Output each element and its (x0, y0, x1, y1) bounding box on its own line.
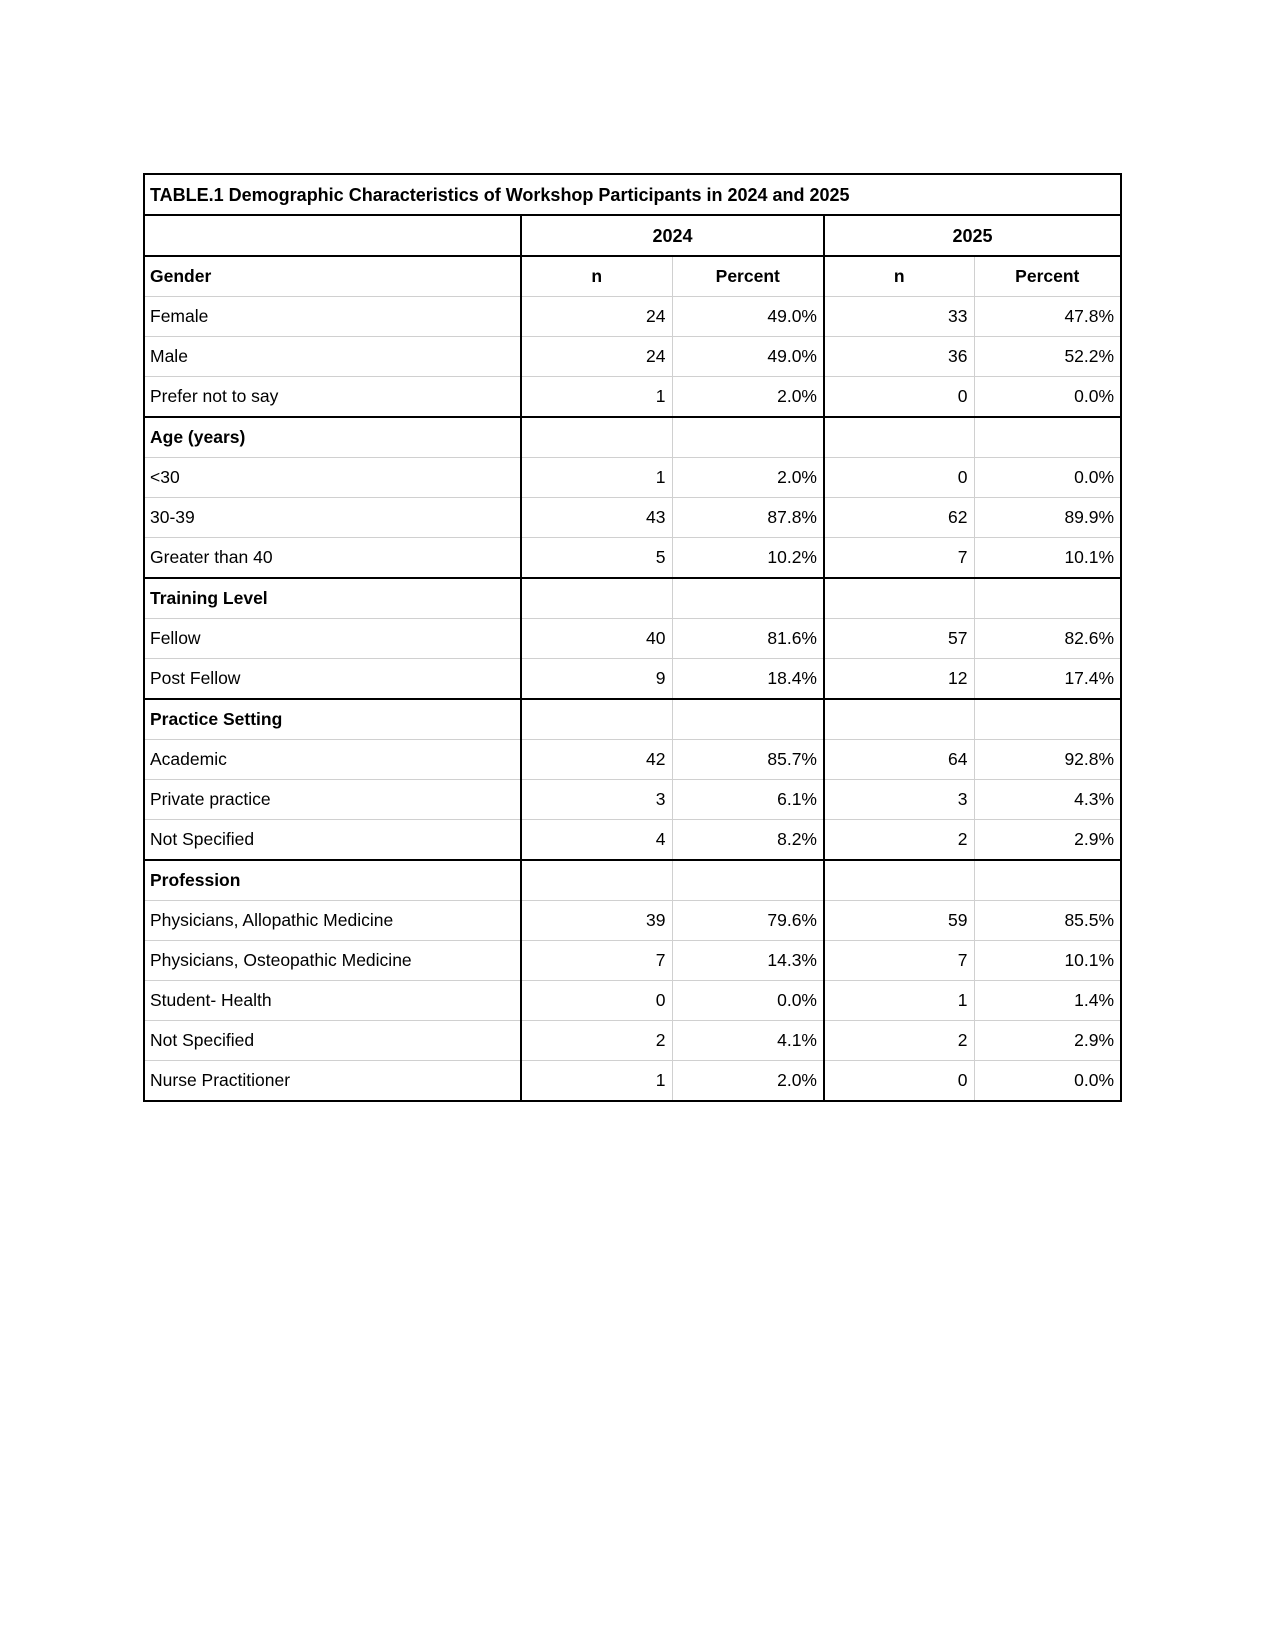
n-2024-value: 9 (521, 659, 672, 700)
row-label: Student- Health (144, 981, 521, 1021)
n-2024-value: 4 (521, 820, 672, 861)
percent-2024-value: 87.8% (672, 498, 824, 538)
row-label: Not Specified (144, 820, 521, 861)
table-row-under-30 (144, 458, 1121, 498)
empty-cell (672, 860, 824, 901)
row-label: Not Specified (144, 1021, 521, 1061)
table-row-physicians-allopathic (144, 901, 1121, 941)
percent-2024-value: 81.6% (672, 619, 824, 659)
percent-2024-value: 10.2% (672, 538, 824, 579)
table-row-greater-than-40 (144, 538, 1121, 579)
percent-2024-value: 2.0% (672, 458, 824, 498)
table-row-post-fellow (144, 659, 1121, 700)
empty-cell (824, 578, 974, 619)
n-2025-value: 64 (824, 740, 974, 780)
percent-2024-value: 18.4% (672, 659, 824, 700)
row-label: Male (144, 337, 521, 377)
table-row-female (144, 297, 1121, 337)
col-header-percent-2025: Percent (974, 256, 1121, 297)
row-label: Prefer not to say (144, 377, 521, 418)
table-row-not-specified-profession (144, 1021, 1121, 1061)
table-row-30-39 (144, 498, 1121, 538)
n-2025-value: 1 (824, 981, 974, 1021)
n-2025-value: 12 (824, 659, 974, 700)
year-header-2025: 2025 (824, 215, 1121, 256)
table-title-row (144, 174, 1121, 215)
section-header-age: Age (years) (144, 417, 521, 458)
section-header-row-age (144, 417, 1121, 458)
table-row-prefer-not-to-say (144, 377, 1121, 418)
n-2025-value: 0 (824, 1061, 974, 1102)
percent-2025-value: 10.1% (974, 941, 1121, 981)
demographics-table (143, 173, 1122, 1102)
empty-cell (824, 860, 974, 901)
n-2024-value: 3 (521, 780, 672, 820)
n-2025-value: 7 (824, 538, 974, 579)
n-2025-value: 36 (824, 337, 974, 377)
section-header-practice-setting: Practice Setting (144, 699, 521, 740)
section-header-row-training-level (144, 578, 1121, 619)
empty-cell (521, 417, 672, 458)
n-2024-value: 1 (521, 458, 672, 498)
n-2024-value: 42 (521, 740, 672, 780)
percent-2025-value: 85.5% (974, 901, 1121, 941)
section-header-row-practice-setting (144, 699, 1121, 740)
year-header-2024: 2024 (521, 215, 824, 256)
percent-2025-value: 17.4% (974, 659, 1121, 700)
n-2025-value: 7 (824, 941, 974, 981)
n-2024-value: 24 (521, 337, 672, 377)
empty-cell (672, 578, 824, 619)
section-header-row-profession (144, 860, 1121, 901)
empty-cell (521, 578, 672, 619)
row-label: Physicians, Allopathic Medicine (144, 901, 521, 941)
percent-2024-value: 85.7% (672, 740, 824, 780)
row-label: Greater than 40 (144, 538, 521, 579)
row-label: Female (144, 297, 521, 337)
col-header-n-2025: n (824, 256, 974, 297)
row-label: Academic (144, 740, 521, 780)
percent-2024-value: 2.0% (672, 377, 824, 418)
empty-cell (521, 699, 672, 740)
section-header-profession: Profession (144, 860, 521, 901)
table-row-male (144, 337, 1121, 377)
percent-2024-value: 79.6% (672, 901, 824, 941)
table-row-academic (144, 740, 1121, 780)
empty-cell (672, 417, 824, 458)
percent-2025-value: 4.3% (974, 780, 1121, 820)
percent-2024-value: 14.3% (672, 941, 824, 981)
table-row-private-practice (144, 780, 1121, 820)
n-2024-value: 2 (521, 1021, 672, 1061)
percent-2024-value: 4.1% (672, 1021, 824, 1061)
n-2025-value: 57 (824, 619, 974, 659)
percent-2025-value: 2.9% (974, 1021, 1121, 1061)
percent-2025-value: 47.8% (974, 297, 1121, 337)
n-2024-value: 5 (521, 538, 672, 579)
empty-cell (824, 699, 974, 740)
table-row-physicians-osteopathic (144, 941, 1121, 981)
n-2025-value: 59 (824, 901, 974, 941)
table-row-nurse-practitioner (144, 1061, 1121, 1102)
col-header-percent-2024: Percent (672, 256, 824, 297)
year-header-empty-cell (144, 215, 521, 256)
row-label: Nurse Practitioner (144, 1061, 521, 1102)
n-2024-value: 1 (521, 377, 672, 418)
empty-cell (521, 860, 672, 901)
row-label: <30 (144, 458, 521, 498)
n-2025-value: 0 (824, 458, 974, 498)
row-label: Private practice (144, 780, 521, 820)
n-2025-value: 62 (824, 498, 974, 538)
row-label: Physicians, Osteopathic Medicine (144, 941, 521, 981)
empty-cell (974, 860, 1121, 901)
row-label: 30-39 (144, 498, 521, 538)
table-row-not-specified-practice (144, 820, 1121, 861)
n-2024-value: 43 (521, 498, 672, 538)
percent-2024-value: 2.0% (672, 1061, 824, 1102)
col-header-n-2024: n (521, 256, 672, 297)
section-header-gender: Gender (144, 256, 521, 297)
n-2024-value: 39 (521, 901, 672, 941)
percent-2025-value: 0.0% (974, 377, 1121, 418)
n-2025-value: 2 (824, 820, 974, 861)
percent-2025-value: 82.6% (974, 619, 1121, 659)
empty-cell (974, 417, 1121, 458)
percent-2025-value: 1.4% (974, 981, 1121, 1021)
n-2025-value: 33 (824, 297, 974, 337)
n-2025-value: 3 (824, 780, 974, 820)
percent-2025-value: 0.0% (974, 458, 1121, 498)
percent-2025-value: 0.0% (974, 1061, 1121, 1102)
percent-2025-value: 10.1% (974, 538, 1121, 579)
percent-2025-value: 89.9% (974, 498, 1121, 538)
table-row-fellow (144, 619, 1121, 659)
n-2024-value: 40 (521, 619, 672, 659)
n-2024-value: 7 (521, 941, 672, 981)
percent-2024-value: 8.2% (672, 820, 824, 861)
empty-cell (974, 699, 1121, 740)
column-header-row (144, 256, 1121, 297)
percent-2024-value: 6.1% (672, 780, 824, 820)
n-2025-value: 2 (824, 1021, 974, 1061)
table-title: TABLE.1 Demographic Characteristics of Workshop Participants in 2024 and 2025 (144, 174, 1121, 215)
percent-2024-value: 0.0% (672, 981, 824, 1021)
n-2024-value: 0 (521, 981, 672, 1021)
section-header-training-level: Training Level (144, 578, 521, 619)
n-2024-value: 24 (521, 297, 672, 337)
row-label: Post Fellow (144, 659, 521, 700)
empty-cell (824, 417, 974, 458)
percent-2025-value: 52.2% (974, 337, 1121, 377)
percent-2024-value: 49.0% (672, 337, 824, 377)
n-2024-value: 1 (521, 1061, 672, 1102)
table-row-student-health (144, 981, 1121, 1021)
percent-2025-value: 2.9% (974, 820, 1121, 861)
row-label: Fellow (144, 619, 521, 659)
percent-2024-value: 49.0% (672, 297, 824, 337)
n-2025-value: 0 (824, 377, 974, 418)
empty-cell (974, 578, 1121, 619)
empty-cell (672, 699, 824, 740)
year-header-row (144, 215, 1121, 256)
percent-2025-value: 92.8% (974, 740, 1121, 780)
